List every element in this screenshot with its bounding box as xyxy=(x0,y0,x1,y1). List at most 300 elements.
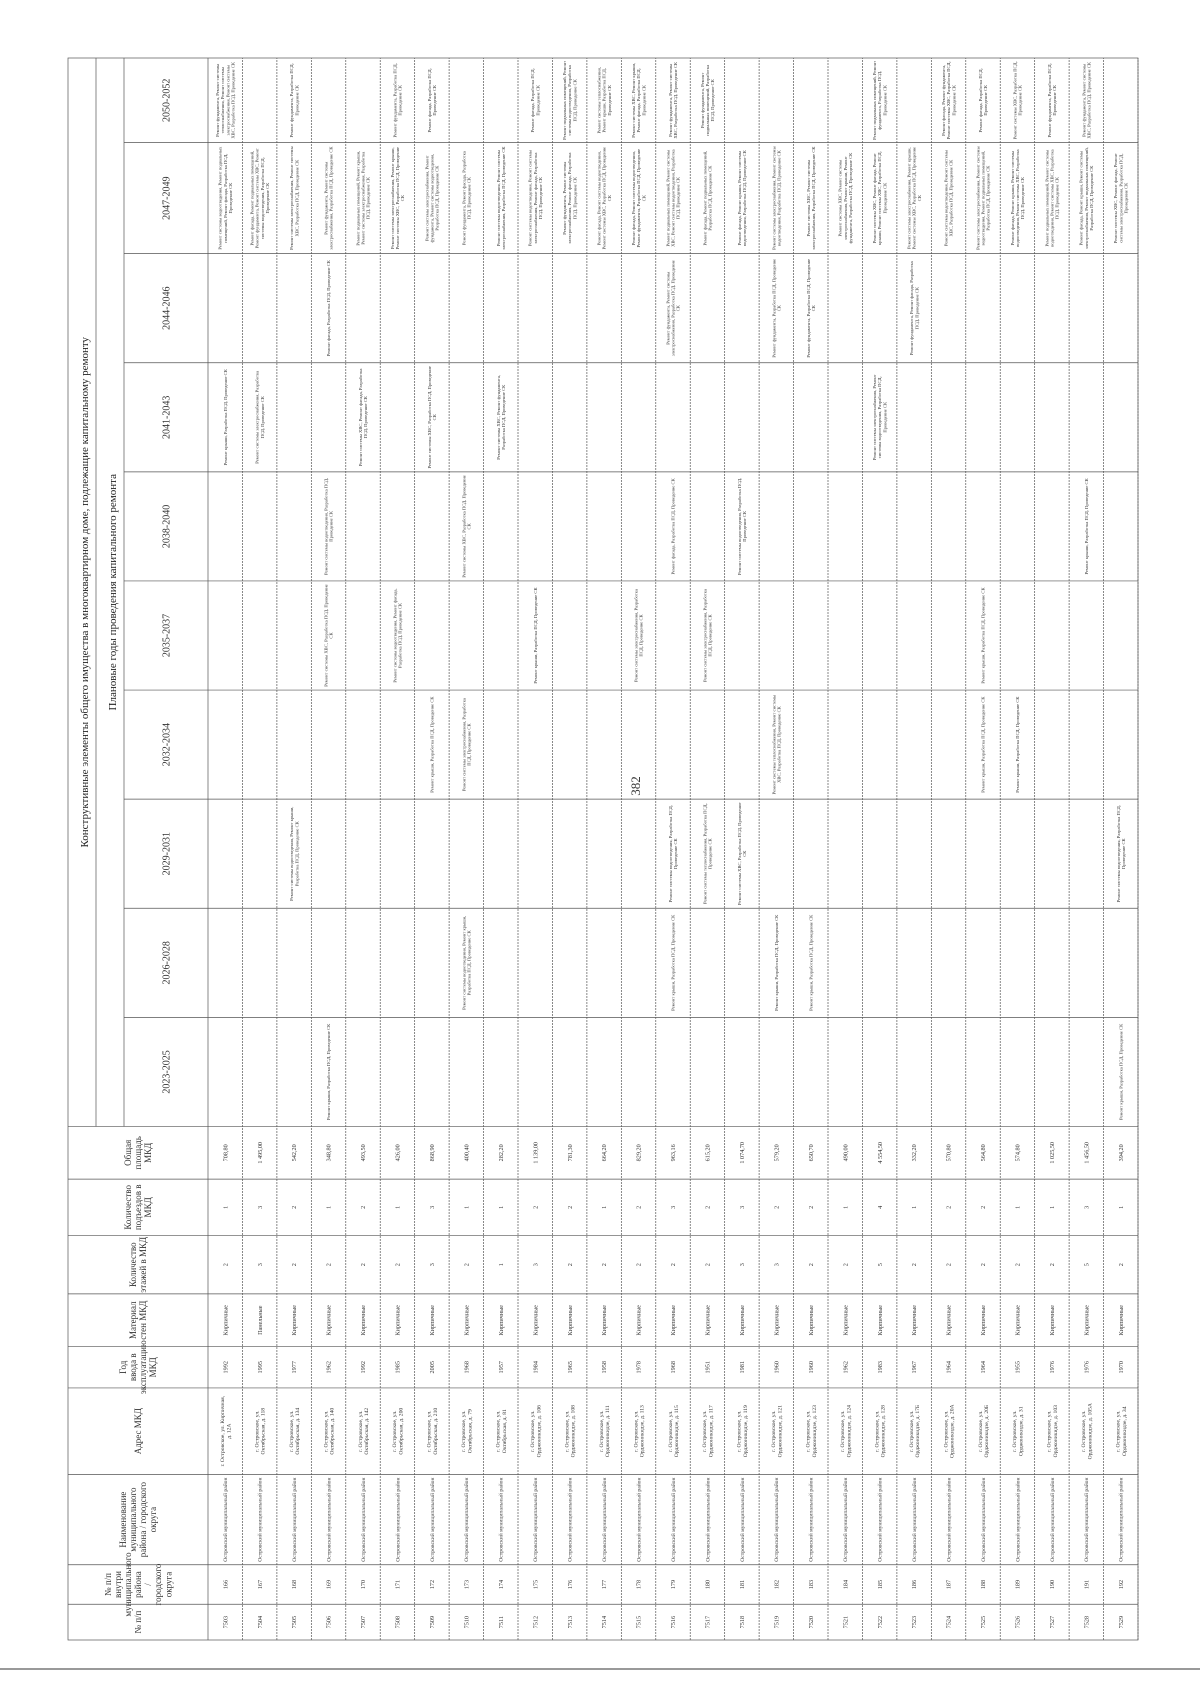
table-cell: 1 495,00 xyxy=(256,1141,264,1164)
table-cell: 1962 xyxy=(842,1361,850,1374)
table-cell: 2 xyxy=(325,1263,333,1267)
table-cell: Кирпичные xyxy=(704,1304,712,1336)
table-cell: 564,80 xyxy=(980,1144,988,1162)
table-cell: Кирпичные xyxy=(980,1304,988,1336)
table-cell: г. Островское, ул.Октябрьская, д. 142 xyxy=(357,1407,371,1455)
table-cell: 664,20 xyxy=(601,1144,609,1162)
table-cell: 2 xyxy=(635,1205,643,1209)
table-cell: 7518 xyxy=(738,1615,746,1629)
table-cell: 189 xyxy=(1014,1579,1022,1590)
column-header: 2041-2043 xyxy=(161,395,173,439)
table-cell: 1 xyxy=(463,1205,471,1209)
plan-cell: Ремонт системы теплоснабжения,Ремонт крыши, Разработка ПСД,Проведение СК xyxy=(596,67,612,134)
column-header: 2023-2025 xyxy=(161,1050,173,1094)
table-cell: 7529 xyxy=(1117,1615,1125,1629)
table-cell: Островский муниципальный район xyxy=(808,1477,815,1562)
plan-cell: Ремонт фасада, Ремонт крыши, Ремонт системыэлектроснабжения, Ремонт подвальных помещений,Разработка ПСД, Проведение СК xyxy=(1078,147,1095,250)
table-cell: 7514 xyxy=(601,1615,609,1629)
table-cell: Островский муниципальный район xyxy=(946,1477,953,1562)
table-cell: 579,20 xyxy=(773,1144,781,1162)
table-cell: 188 xyxy=(980,1579,988,1590)
table-cell: 1968 xyxy=(463,1361,471,1374)
table-cell: 173 xyxy=(463,1579,471,1590)
table-cell: Островский муниципальный район xyxy=(602,1477,609,1562)
table-cell: Островский муниципальный район xyxy=(705,1477,712,1562)
table-cell: Панельные xyxy=(256,1305,264,1335)
plan-cell: Ремонт системы электроснабжения, Ремонтсистемы водоотведения, Разработка ПСД,Проведение СК xyxy=(872,374,888,461)
table-cell: 4 554,50 xyxy=(876,1141,884,1164)
table-cell: 2 xyxy=(394,1263,402,1267)
plan-cell: Ремонт системы ХВС, Разработка ПСД, ПроведениеСК xyxy=(426,366,438,469)
table-cell: 3 xyxy=(532,1263,540,1267)
table-cell: 2 xyxy=(222,1263,230,1267)
plan-cell: Ремонт фундамента, Ремонт системыХВС, Разработка ПСД, Проведение СК xyxy=(1081,62,1092,139)
table-cell: Островский муниципальный район xyxy=(1084,1477,1091,1562)
column-header: Материалстен МКД xyxy=(128,1300,149,1340)
plan-cell: Ремонт системы теплоснабжения, Ремонт системыХВС, Разработка ПСД, Проведение СК xyxy=(771,694,782,795)
table-cell: Кирпичные xyxy=(497,1304,505,1336)
table-subtitle: Плановые годы проведения капитального ремонта xyxy=(107,474,119,711)
table-cell: 3 xyxy=(256,1205,264,1209)
table-cell: 963,16 xyxy=(670,1144,678,1162)
table-cell: 7510 xyxy=(463,1615,471,1629)
table-cell: 282,20 xyxy=(497,1144,505,1162)
table-cell: г. Островское, ул.Орджоникидзе, д. 34 xyxy=(1115,1406,1128,1456)
table-cell: 1955 xyxy=(1014,1361,1022,1374)
table-cell: 2 xyxy=(566,1205,574,1209)
table-cell: Островский муниципальный район xyxy=(360,1477,367,1562)
column-header: 2038-2040 xyxy=(161,504,173,549)
table-cell: Кирпичные xyxy=(601,1304,609,1336)
rotated-table xyxy=(58,48,1148,1650)
plan-cell: Ремонт системы ХВС, Ремонт фасада, Ремонткрыши, Ремонт системы ХВС, Разработка ПСД,Проведение СК xyxy=(872,151,888,246)
table-cell: Кирпичные xyxy=(1083,1304,1091,1336)
table-cell: 7505 xyxy=(291,1615,299,1629)
table-cell: 2 xyxy=(601,1263,609,1267)
table-cell: Кирпичные xyxy=(876,1304,884,1336)
table-cell: 490,00 xyxy=(842,1144,850,1162)
plan-cell: Ремонт системы теплоснабжения, Разработка ПСД,Проведение СК xyxy=(702,803,713,905)
table-cell: 1976 xyxy=(1083,1361,1091,1374)
plan-cell: Ремонт фасада, Разработка ПСД,Проведение СК xyxy=(977,68,989,133)
table-cell: 2 xyxy=(360,1205,368,1209)
column-header: Количествоподъездов вМКД xyxy=(122,1184,154,1231)
table-cell: 1983 xyxy=(876,1361,884,1374)
plan-cell: Ремонт фундамента, Ремонт системыэлектроснабжения, Разработка ПСД, Проведение СК xyxy=(323,146,334,250)
table-cell: г. Островское, ул.Октябрьская, д. 79 xyxy=(461,1409,474,1454)
table-cell: 3 xyxy=(773,1263,781,1267)
plan-cell: Ремонт крыши, Разработка ПСД, Проведение СК xyxy=(1083,478,1089,575)
table-cell: г. Островское, ул.Орджоникидзе, д. 117 xyxy=(702,1405,715,1458)
table-cell: Кирпичные xyxy=(738,1304,746,1336)
plan-cell: Ремонт крыши, Разработка ПСД, Проведение СК xyxy=(1118,1023,1124,1120)
table-cell: г. Островское, ул.Орджоникидзе, д. 119 xyxy=(736,1405,749,1458)
table-cell: Кирпичные xyxy=(1014,1304,1022,1336)
table-cell: 2005 xyxy=(428,1361,436,1374)
table-cell: 650,70 xyxy=(807,1144,815,1162)
table-cell: г. Островское, ул.Орджоникидзе, д. 20А xyxy=(943,1404,956,1458)
table-cell: 2 xyxy=(670,1263,678,1267)
table-cell: 7512 xyxy=(532,1615,540,1629)
table-cell: 2 xyxy=(1117,1263,1125,1267)
plan-cell: Ремонт фасада, Ремонт системы водоотведения,Ремонт системы ХВС, Разработка ПСД, ПроведениеСК xyxy=(596,146,612,250)
column-header: Наименованиемуниципальногорайона / городскогоокруга xyxy=(117,1481,159,1558)
table-cell: 1951 xyxy=(704,1361,712,1374)
plan-cell: Ремонт системы электроснабжения, Ремонт системыводоотведения, Разработка ПСД, Проведение СК xyxy=(771,146,782,250)
table-cell: 2 xyxy=(532,1205,540,1209)
table-cell: 1 xyxy=(394,1205,402,1209)
table-cell: 348,80 xyxy=(325,1144,333,1162)
table-cell: Кирпичные xyxy=(911,1304,919,1336)
table-cell: 3 xyxy=(738,1205,746,1209)
table-cell: Кирпичные xyxy=(222,1304,230,1336)
table-cell: 1995 xyxy=(256,1361,264,1374)
table-cell: 7517 xyxy=(704,1615,712,1629)
table-cell: 7509 xyxy=(428,1615,436,1629)
table-cell: 186 xyxy=(911,1579,919,1590)
table-cell: г. Островское, ул.Орджоникидзе, д. 123 xyxy=(805,1405,818,1458)
table-cell: 1967 xyxy=(911,1361,919,1374)
column-header: 2035-2037 xyxy=(161,613,173,658)
table-cell: Кирпичные xyxy=(842,1304,850,1336)
table-cell: 1 xyxy=(497,1205,505,1209)
table-cell: 3 xyxy=(256,1263,264,1267)
table-cell: г. Островское, ул.Орджоникидзе, д. 124 xyxy=(839,1405,853,1458)
column-header: № п/пвнутримуниципальногорайона/городскогоокруга xyxy=(102,1552,174,1617)
plan-cell: Ремонт системы ХВС, Ремонт системыэлектроснабжения, Ремонт крыши, Ремонтфундамента, Разработка ПСД, Проведение СК xyxy=(837,152,853,244)
table-cell: Островский муниципальный район xyxy=(533,1477,540,1562)
table-cell: 2 xyxy=(807,1263,815,1267)
table-cell: 3 xyxy=(1083,1205,1091,1209)
table-cell: 2 xyxy=(1048,1263,1056,1267)
table-cell: 1985 xyxy=(394,1361,402,1374)
table-cell: Островский муниципальный район xyxy=(429,1477,436,1562)
table-cell: 175 xyxy=(532,1579,540,1590)
table-cell: 7523 xyxy=(911,1615,919,1629)
table-cell: г. Островское, ул.Орджоникидзе, д. 113 xyxy=(633,1405,646,1458)
plan-cell: Ремонт системы водоотведения, Разработка ПСД,Проведение СК xyxy=(323,477,334,575)
plan-cell: Ремонт системы водоотведения, Ремонт системыэлектроснабжения, Ремонт фасада, РазработкаПСД, Проведение СК xyxy=(527,150,543,247)
table-cell: 5 xyxy=(876,1263,884,1267)
table-cell: 190 xyxy=(1048,1579,1056,1590)
plan-cell: Ремонт фундамента, Разработка ПСД,Проведение СК xyxy=(392,63,403,138)
table-cell: 1 xyxy=(842,1205,850,1209)
table-cell: 167 xyxy=(256,1579,264,1590)
table-cell: Островский муниципальный район xyxy=(223,1477,230,1562)
plan-cell: Ремонт фасада, Разработка ПСД,Проведение СК xyxy=(426,68,438,133)
table-cell: 1964 xyxy=(945,1361,953,1374)
table-cell: 7521 xyxy=(842,1615,850,1629)
table-cell: 332,20 xyxy=(911,1144,919,1162)
plan-cell: Ремонт системы водоотведения, Ремонт крыши,Разработка ПСД, Проведение СК xyxy=(289,806,300,901)
table-cell: 574,80 xyxy=(1014,1144,1022,1162)
table-cell: г. Островское, ул.Октябрьская, д. 210 xyxy=(426,1407,439,1455)
table-cell: г. Островское, ул.Октябрьская, д. 134 xyxy=(288,1407,302,1455)
table-cell: 176 xyxy=(566,1579,574,1590)
table-cell: 1965 xyxy=(566,1361,574,1374)
plan-cell: Ремонт системы электроснабжения, Ремонт системыводоотведения, Ремонт подвальных помещений,Разработка ПСД, Проведение СК xyxy=(975,146,991,250)
table-cell: Островский муниципальный район xyxy=(498,1477,505,1562)
table-cell: 184 xyxy=(842,1579,850,1590)
table-cell: 1964 xyxy=(980,1361,988,1374)
table-cell: Островский муниципальный район xyxy=(292,1477,299,1562)
table-cell: 1981 xyxy=(738,1361,746,1374)
scanned-table-page xyxy=(58,48,1148,1650)
table-cell: 1960 xyxy=(807,1361,815,1374)
table-cell: 2 xyxy=(463,1263,471,1267)
table-cell: 187 xyxy=(945,1579,953,1590)
plan-cell: Ремонт крыши, Разработка ПСД, Проведение СК xyxy=(773,914,779,1011)
table-cell: 7513 xyxy=(566,1615,574,1629)
plan-cell: Ремонт подвальных помещений, Ремонт системыводоотведения, Ремонт системы ХВС, РазработкаПСД, Проведение СК xyxy=(1044,149,1060,247)
plan-cell: Ремонт системы ХВС, Разработка ПСД, ПроведениеСК xyxy=(461,475,472,578)
table-cell: 183 xyxy=(807,1579,815,1590)
plan-cell: Ремонт системы электроснабжения, Ремонт крыши,Ремонт системы ХВС, Разработка ПСД, ПроведениеСК xyxy=(389,146,406,250)
table-cell: 570,80 xyxy=(945,1144,953,1162)
table-cell: 708,80 xyxy=(222,1144,230,1162)
table-cell: 426,00 xyxy=(394,1144,402,1162)
column-header: 2032-2034 xyxy=(161,722,173,767)
plan-cell: Ремонт системы ХВС, Ремонт системыэлектроснабжения, Разработка ПСД, Проведение СК xyxy=(805,146,816,250)
plan-cell: Ремонт системы водоотведения, Разработка ПСД,Проведение СК xyxy=(1115,805,1126,903)
plan-cell: Ремонт крыши, Разработка ПСД, Проведение СК xyxy=(222,369,228,466)
table-cell: 2 xyxy=(360,1263,368,1267)
plan-cell: Ремонт крыши, Разработка ПСД, Проведение СК xyxy=(326,1023,332,1120)
table-cell: г. Островское, ул.Орджоникидзе, д. 20Б xyxy=(977,1404,991,1458)
plan-cell: Ремонт системы водоотведения, Ремонт фасада,Разработка ПСД, Проведение СК xyxy=(392,588,403,683)
table-cell: 1970 xyxy=(1117,1361,1125,1374)
plan-cell: Ремонт подвальных помещений, Ремонт системыХВС, Ремонт системы водоотведения, РазработкаПСД, Проведение СК xyxy=(665,149,681,247)
plan-cell: Ремонт системы ХВС, Ремонт фасада, Ремонтсистемы электроснабжения, Разработка ПСД,Проведение СК xyxy=(1113,153,1129,244)
column-header: 2047-2049 xyxy=(161,176,173,220)
plan-cell: Ремонт системы водоотведения, Разработка ПСД,Проведение СК xyxy=(667,805,679,903)
plan-cell: Ремонт фасада, Ремонт подвальных помещений,Разработка ПСД, Проведение СК xyxy=(702,150,713,246)
table-cell: г. Островское, ул.Орджоникидзе, д. 103 xyxy=(1046,1405,1059,1458)
plan-cell: Ремонт крыши, Разработка ПСД, Проведение СК xyxy=(980,696,986,793)
plan-cell: Ремонт крыши, Разработка ПСД, Проведение СК xyxy=(429,696,435,793)
table-cell: Островский муниципальный район xyxy=(636,1477,643,1562)
table-cell: г. Островское, ул.Орджоникидзе, д. 115 xyxy=(667,1405,681,1458)
column-header: 2029-2031 xyxy=(161,832,173,876)
table-cell: 1992 xyxy=(360,1361,368,1374)
table-cell: 179 xyxy=(670,1579,678,1590)
plan-cell: Ремонт фундамента, Ремонт фасада, РазработкаПСД, Проведение СК xyxy=(909,261,920,356)
table-cell: г. Островское, ул.Октябрьская, д. 140 xyxy=(323,1407,336,1455)
table-cell: г. Островское, ул. Кирпичная,д. 12А xyxy=(219,1395,233,1467)
table-cell: 191 xyxy=(1083,1579,1091,1590)
column-header: Адрес МКД xyxy=(133,1408,144,1455)
plan-cell: Ремонт крыши, Разработка ПСД, Проведение СК xyxy=(980,587,986,684)
plan-cell: Ремонт фундамента, Ремонт системыэлектроснабжения, Разработка ПСД, ПроведениеСК xyxy=(665,260,681,357)
plan-cell: Ремонт фундамента, Ремонт фасада, РазработкаПСД, Проведение СК xyxy=(461,151,472,246)
plan-cell: Ремонт крыши, Разработка ПСД, Проведение СК xyxy=(532,587,538,684)
table-cell: 1977 xyxy=(291,1361,299,1374)
table-cell: 7519 xyxy=(773,1615,781,1629)
table-cell: 3 xyxy=(428,1263,436,1267)
column-header: 2026-2028 xyxy=(161,941,173,985)
table-cell: 168 xyxy=(291,1579,299,1590)
table-cell: г. Островское, ул.Орджоникидзе, д. 108 xyxy=(564,1405,577,1458)
plan-cell: Ремонт системы ХВС, Ремонт фундамента,Разработка ПСД, Проведение СК xyxy=(495,374,506,460)
table-cell: 1962 xyxy=(325,1361,333,1374)
table-cell: г. Островское, ул.Октябрьская, д. 118 xyxy=(254,1407,267,1455)
table-cell: 182 xyxy=(773,1579,781,1590)
plan-cell: Ремонт системы ХВС, Ремонт фасада, РазработкаПСД, Проведение СК xyxy=(357,368,369,467)
plan-cell: Ремонт системы электроснабжения, РазработкаПСД, Проведение СК xyxy=(702,588,713,683)
plan-cell: Ремонт системы водоотведения, Ремонт системыХВС, Разработка ПСД, Проведение СК xyxy=(943,150,954,247)
table-cell: г. Островское, ул.Октябрьская, д. 81 xyxy=(495,1409,508,1454)
table-cell: 2 xyxy=(911,1263,919,1267)
table-cell: 7522 xyxy=(876,1615,884,1629)
column-header: 2044-2046 xyxy=(161,286,173,330)
table-cell: Островский муниципальный район xyxy=(912,1477,919,1562)
table-cell: Кирпичные xyxy=(360,1304,368,1336)
table-cell: г. Островское, ул.Орджоникидзе, д. 106 xyxy=(529,1405,543,1458)
table-title: Конструктивные элементы общего имущества в многоквартирном доме, подлежащие капитальному ремонту xyxy=(79,336,91,848)
table-cell: 2 xyxy=(945,1263,953,1267)
plan-cell: Ремонт фасада, Ремонт фундамента,Ремонт системы ХВС, Разработка ПСД,Проведение СК xyxy=(940,61,957,140)
table-cell: 2 xyxy=(945,1205,953,1209)
table-cell: 7515 xyxy=(635,1615,643,1629)
table-cell: 394,20 xyxy=(1117,1144,1125,1162)
plan-cell: Ремонт подвальных помещений, Ремонтсистемы водоотведения, РазработкаПСД, Проведение СК xyxy=(562,60,578,140)
plan-cell: Ремонт фасада, Ремонт системы водоотведения,Ремонт фундамента, Разработка ПСД, ПроведениеСК xyxy=(630,148,647,248)
table-cell: 7524 xyxy=(945,1615,953,1629)
plan-cell: Ремонт системы электроснабжения, Ремонт крыши,Ремонт системы ХВС, Разработка ПСД, ПроведениеСК xyxy=(906,146,922,250)
table-cell: 177 xyxy=(601,1579,609,1590)
table-cell: 1 xyxy=(911,1205,919,1209)
table-cell: 170 xyxy=(360,1579,368,1590)
table-cell: 2 xyxy=(773,1205,781,1209)
plan-cell: Ремонт системы электроснабжения, РазработкаПСД, Проведение СК xyxy=(461,698,472,792)
table-cell: г. Островское, ул.Орджоникидзе, д. 111 xyxy=(598,1405,612,1458)
table-cell: 1960 xyxy=(773,1361,781,1374)
table-cell: 2 xyxy=(704,1205,712,1209)
table-cell: 3 xyxy=(428,1205,436,1209)
column-header: Годввода вэксплуатациюМКД xyxy=(117,1340,159,1395)
table-cell: г. Островское, ул.Орджоникидзе, д. 17Б xyxy=(908,1404,922,1458)
table-cell: 1 xyxy=(325,1205,333,1209)
column-header: № п/п xyxy=(133,1610,144,1634)
plan-cell: Ремонт фундамента, Разработка ПСД,Проведение СК xyxy=(289,63,300,138)
table-cell: Островский муниципальный район xyxy=(567,1477,574,1562)
plan-cell: Ремонт фундамента, Ремонт системыэлектроснабжения, Ремонт фасада, РазработкаПСД, Проведение СК xyxy=(562,152,578,244)
table-cell: Островский муниципальный район xyxy=(1015,1477,1022,1562)
table-cell: Кирпичные xyxy=(945,1304,953,1336)
table-cell: 781,30 xyxy=(566,1144,574,1162)
table-cell: 1 xyxy=(601,1205,609,1209)
table-cell: 1984 xyxy=(532,1361,540,1374)
table-cell: Островский муниципальный район xyxy=(843,1477,850,1562)
table-cell: 7516 xyxy=(670,1615,678,1629)
table-cell: г. Островское, ул.Орджоникидзе, д. 31 xyxy=(1012,1406,1025,1456)
table-cell: 2 xyxy=(1014,1263,1022,1267)
table-cell: 178 xyxy=(635,1579,643,1590)
table-cell: 1976 xyxy=(1048,1361,1056,1374)
table-cell: 493,50 xyxy=(360,1144,368,1162)
table-cell: 1 025,50 xyxy=(1048,1141,1056,1164)
table-frame xyxy=(68,58,1138,1640)
table-cell: 1 xyxy=(497,1263,505,1267)
table-cell: 172 xyxy=(428,1579,436,1590)
plan-cell: Ремонт системы электроснабжения, Ремонт системыХВС, Разработка ПСД, Проведение СК xyxy=(289,146,300,250)
table-cell: 1 xyxy=(222,1205,230,1209)
table-cell: Островский муниципальный район xyxy=(670,1477,677,1562)
table-cell: Островский муниципальный район xyxy=(774,1477,781,1562)
plan-cell: Ремонт подвальных помещений, Ремонт крыши,Ремонт системы электроснабжения, РазработкаПСД, Проведение СК xyxy=(355,150,371,246)
plan-cell: Ремонт фундамента, Разработка ПСД, ПроведениеСК xyxy=(771,258,782,358)
table-cell: Островский муниципальный район xyxy=(877,1477,884,1562)
table-cell: 185 xyxy=(876,1579,884,1590)
table-cell: Кирпичные xyxy=(773,1304,781,1336)
table-cell: 180 xyxy=(704,1579,712,1590)
plan-cell: Ремонт фасада, Ремонт крыши, Ремонт системыводоотведения, Разработка ПСД, Проведение СК xyxy=(736,150,748,247)
table-cell: Кирпичные xyxy=(394,1304,402,1336)
table-cell: 615,20 xyxy=(704,1144,712,1162)
table-cell: 1 xyxy=(1117,1205,1125,1209)
table-cell: 181 xyxy=(738,1579,746,1590)
plan-cell: Ремонт системы ХВС, Ремонт крыши,Ремонт фасада, Разработка ПСД,Проведение СК xyxy=(630,62,647,138)
plan-cell: Ремонт фасада, Разработка ПСД, Проведение СК xyxy=(326,260,332,357)
table-cell: 7526 xyxy=(1014,1615,1022,1629)
table-cell: 2 xyxy=(807,1205,815,1209)
table-cell: 2 xyxy=(291,1263,299,1267)
plan-cell: Ремонт системы водоотведения, Ремонт подвальныхпомещений, Ремонт фасада, Разработка ПСД,Проведение СК xyxy=(217,146,233,250)
plan-cell: Ремонт фасада, Ремонт крыши, Ремонт системыводоотведения, Ремонт системы ХВС, РазработкаПСД, Проведение СК xyxy=(1009,149,1026,247)
column-header: Количествоэтажей в МКД xyxy=(128,1236,149,1293)
table-cell: Островский муниципальный район xyxy=(739,1477,746,1562)
table-cell: г. Островское, ул.Орджоникидзе, д. 105А xyxy=(1081,1403,1094,1460)
table-cell: Кирпичные xyxy=(463,1304,471,1336)
table-cell: 2 xyxy=(291,1205,299,1209)
table-cell: Кирпичные xyxy=(566,1304,574,1336)
table-cell: Кирпичные xyxy=(807,1304,815,1336)
plan-cell: Ремонт системы водоотведения, Ремонт системыэлектроснабжения, Разработка ПСД, Проведение СК xyxy=(495,146,506,250)
table-cell: Островский муниципальный район xyxy=(1118,1477,1125,1562)
table-cell: г. Островское, ул.Орджоникидзе, д. 128 xyxy=(874,1405,887,1458)
table-cell: 7511 xyxy=(497,1616,505,1629)
plan-cell: Ремонт системы электроснабжения, РазработкаПСД, Проведение СК xyxy=(633,588,644,683)
table-cell: 7507 xyxy=(360,1615,368,1629)
table-cell: Островский муниципальный район xyxy=(464,1477,471,1562)
table-cell: 7504 xyxy=(256,1615,264,1629)
page-number: 382 xyxy=(627,776,643,796)
table-cell: 1978 xyxy=(635,1361,643,1374)
plan-cell: Ремонт фасада, Разработка ПСД,Проведение СК xyxy=(530,68,541,133)
table-cell: 171 xyxy=(394,1579,402,1590)
table-cell: 829,20 xyxy=(635,1144,643,1162)
table-cell: 2 xyxy=(842,1263,850,1267)
table-cell: 166 xyxy=(222,1579,230,1590)
plan-cell: Ремонт фундамента, Разработка ПСД,Проведение СК xyxy=(1046,63,1058,138)
table-cell: 1 xyxy=(1014,1205,1022,1209)
plan-cell: Ремонт крыши, Разработка ПСД, Проведение СК xyxy=(808,914,814,1011)
plan-cell: Ремонт системы ХВС, Разработка ПСД, ПроведениеСК xyxy=(736,802,748,905)
table-cell: 400,40 xyxy=(463,1144,471,1162)
table-cell: 1958 xyxy=(601,1361,609,1374)
table-cell: 7503 xyxy=(222,1615,230,1629)
table-cell: 2 xyxy=(980,1205,988,1209)
table-cell: 7508 xyxy=(394,1615,402,1629)
table-cell: Островский муниципальный район xyxy=(1049,1477,1056,1562)
table-cell: Кирпичные xyxy=(635,1304,643,1336)
table-cell: 2 xyxy=(566,1263,574,1267)
table-cell: 1 456,50 xyxy=(1083,1141,1091,1164)
table-cell: 1 074,70 xyxy=(738,1141,746,1164)
table-cell: 7527 xyxy=(1048,1615,1056,1629)
plan-cell: Ремонт системы водоотведения, Ремонт крыши,Разработка ПСД, Проведение СК xyxy=(461,915,472,1010)
table-cell: 7520 xyxy=(807,1615,815,1629)
